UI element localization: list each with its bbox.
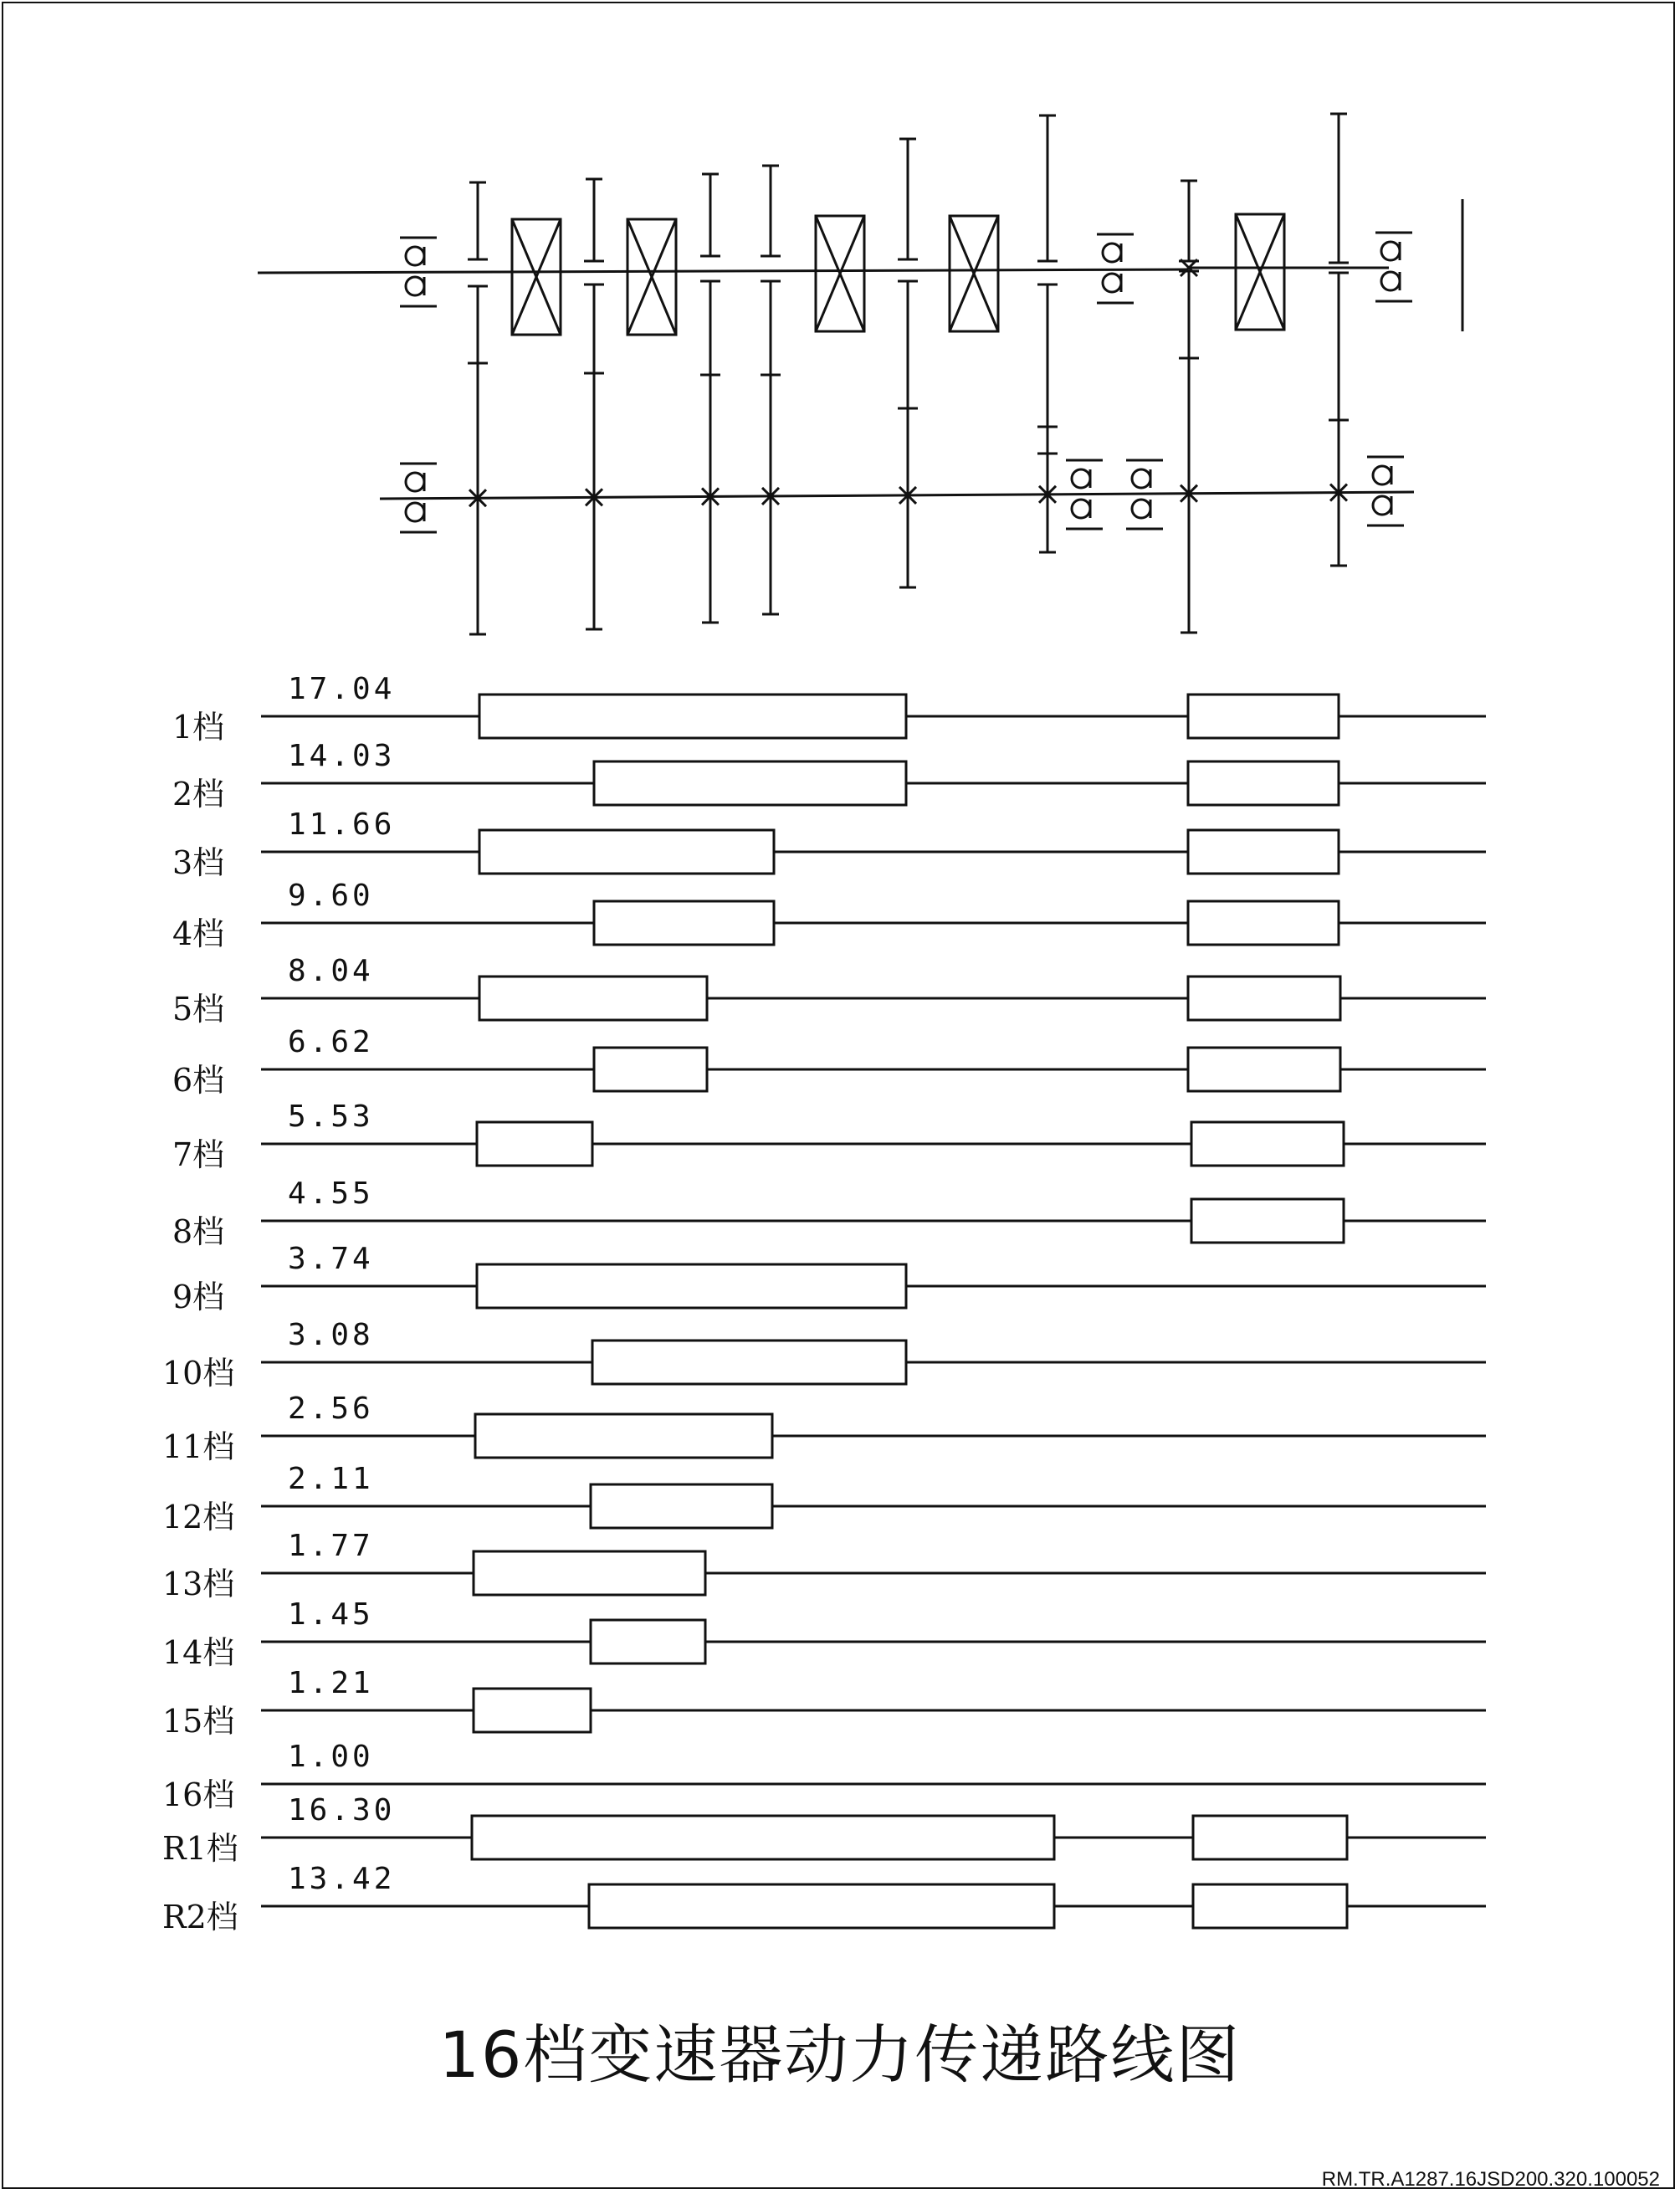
reference-code: RM.TR.A1287.16JSD200.320.100052 — [1321, 2168, 1660, 2191]
gear-row-3 — [261, 830, 1486, 874]
gear-label: 15档 — [162, 1703, 235, 1740]
main-section-engagement — [479, 695, 906, 738]
gear-pair-5 — [898, 139, 918, 587]
gear-pair-1 — [468, 182, 488, 634]
gear-ratio: 3.08 — [288, 1318, 374, 1352]
gear-label: 10档 — [162, 1355, 235, 1392]
gear-row-10 — [261, 1340, 1486, 1384]
main-section-engagement — [474, 1689, 591, 1732]
main-section-engagement — [479, 977, 707, 1020]
gear-row-4 — [261, 901, 1486, 945]
gear-label: R2档 — [162, 1899, 238, 1935]
gear-ratio: 16.30 — [288, 1793, 396, 1827]
gear-ratio: 11.66 — [288, 807, 396, 842]
gear-train-schematic — [258, 114, 1462, 634]
gear-row-17 — [261, 1816, 1486, 1859]
main-section-engagement — [592, 1340, 906, 1384]
gear-row-5 — [261, 977, 1486, 1020]
main-section-engagement — [591, 1620, 705, 1663]
gear-label: 13档 — [162, 1566, 235, 1602]
gear-row-15 — [261, 1689, 1486, 1732]
gear-row-8 — [261, 1199, 1486, 1243]
range-section-engagement — [1193, 1884, 1347, 1928]
gear-row-13 — [261, 1551, 1486, 1595]
main-section-engagement — [594, 901, 774, 945]
gear-row-6 — [261, 1048, 1486, 1091]
synchronizer-1 — [512, 219, 561, 335]
main-section-engagement — [591, 1484, 772, 1528]
range-section-engagement — [1191, 1199, 1344, 1243]
gear-row-12 — [261, 1484, 1486, 1528]
gear-label: 5档 — [172, 991, 225, 1028]
main-section-engagement — [477, 1122, 592, 1166]
main-section-engagement — [594, 761, 906, 805]
gear-ratio: 14.03 — [288, 739, 396, 773]
gear-ratio: 2.56 — [288, 1392, 374, 1426]
range-section-engagement — [1188, 1048, 1340, 1091]
gear-ratio: 9.60 — [288, 879, 374, 913]
gear-label: 8档 — [172, 1213, 225, 1250]
gear-pair-4 — [761, 166, 781, 614]
gear-label: 6档 — [172, 1062, 225, 1099]
gear-ratio: 1.45 — [288, 1597, 374, 1632]
main-section-engagement — [479, 830, 774, 874]
main-section-engagement — [474, 1551, 705, 1595]
countershaft — [380, 492, 1414, 499]
range-section-engagement — [1188, 695, 1339, 738]
gear-label: 16档 — [162, 1776, 235, 1813]
range-section-engagement — [1193, 1816, 1347, 1859]
gear-label: 3档 — [172, 844, 225, 881]
range-section-engagement — [1191, 1122, 1344, 1166]
main-section-engagement — [594, 1048, 707, 1091]
diagram-title: 16档变速器动力传递路线图 — [438, 2017, 1242, 2092]
gear-label: R1档 — [162, 1830, 238, 1867]
main-shaft — [258, 269, 1188, 273]
gear-pair-3 — [700, 174, 720, 623]
gear-row-9 — [261, 1264, 1486, 1308]
gear-pair-2 — [584, 179, 604, 629]
gear-label: 12档 — [162, 1499, 235, 1535]
gear-label: 9档 — [172, 1279, 225, 1315]
synchronizer-4 — [950, 216, 998, 331]
gear-ratio: 17.04 — [288, 672, 396, 706]
gear-row-14 — [261, 1620, 1486, 1663]
range-section-engagement — [1188, 761, 1339, 805]
gear-ratio: 3.74 — [288, 1242, 374, 1276]
gear-ratio: 6.62 — [288, 1025, 374, 1059]
gear-row-2 — [261, 761, 1486, 805]
synchronizer-2 — [627, 219, 676, 335]
gear-label: 11档 — [162, 1428, 235, 1465]
main-section-engagement — [589, 1884, 1054, 1928]
main-section-engagement — [472, 1816, 1054, 1859]
synchronizer-5 — [1236, 214, 1284, 330]
gear-ratio: 1.00 — [288, 1740, 374, 1774]
gear-ratio: 5.53 — [288, 1100, 374, 1134]
gear-ratio: 8.04 — [288, 954, 374, 988]
range-section-engagement — [1188, 977, 1340, 1020]
gear-ratio: 1.77 — [288, 1529, 374, 1563]
power-flow-paths — [261, 695, 1486, 1928]
gear-ratio: 2.11 — [288, 1462, 374, 1496]
gear-label: 14档 — [162, 1634, 235, 1671]
gear-row-1 — [261, 695, 1486, 738]
gear-row-7 — [261, 1122, 1486, 1166]
gear-label: 4档 — [172, 915, 225, 952]
range-section-engagement — [1188, 901, 1339, 945]
gear-ratio: 4.55 — [288, 1176, 374, 1211]
synchronizer-3 — [816, 216, 864, 331]
main-section-engagement — [475, 1414, 772, 1458]
range-section-engagement — [1188, 830, 1339, 874]
main-section-engagement — [477, 1264, 906, 1308]
gear-row-11 — [261, 1414, 1486, 1458]
gear-label: 1档 — [172, 709, 225, 746]
gear-row-18 — [261, 1884, 1486, 1928]
gear-label: 7档 — [172, 1136, 225, 1173]
gear-ratio: 1.21 — [288, 1666, 374, 1700]
gear-label: 2档 — [172, 776, 225, 812]
gear-pair-7 — [1179, 181, 1199, 633]
gear-ratio: 13.42 — [288, 1862, 396, 1896]
